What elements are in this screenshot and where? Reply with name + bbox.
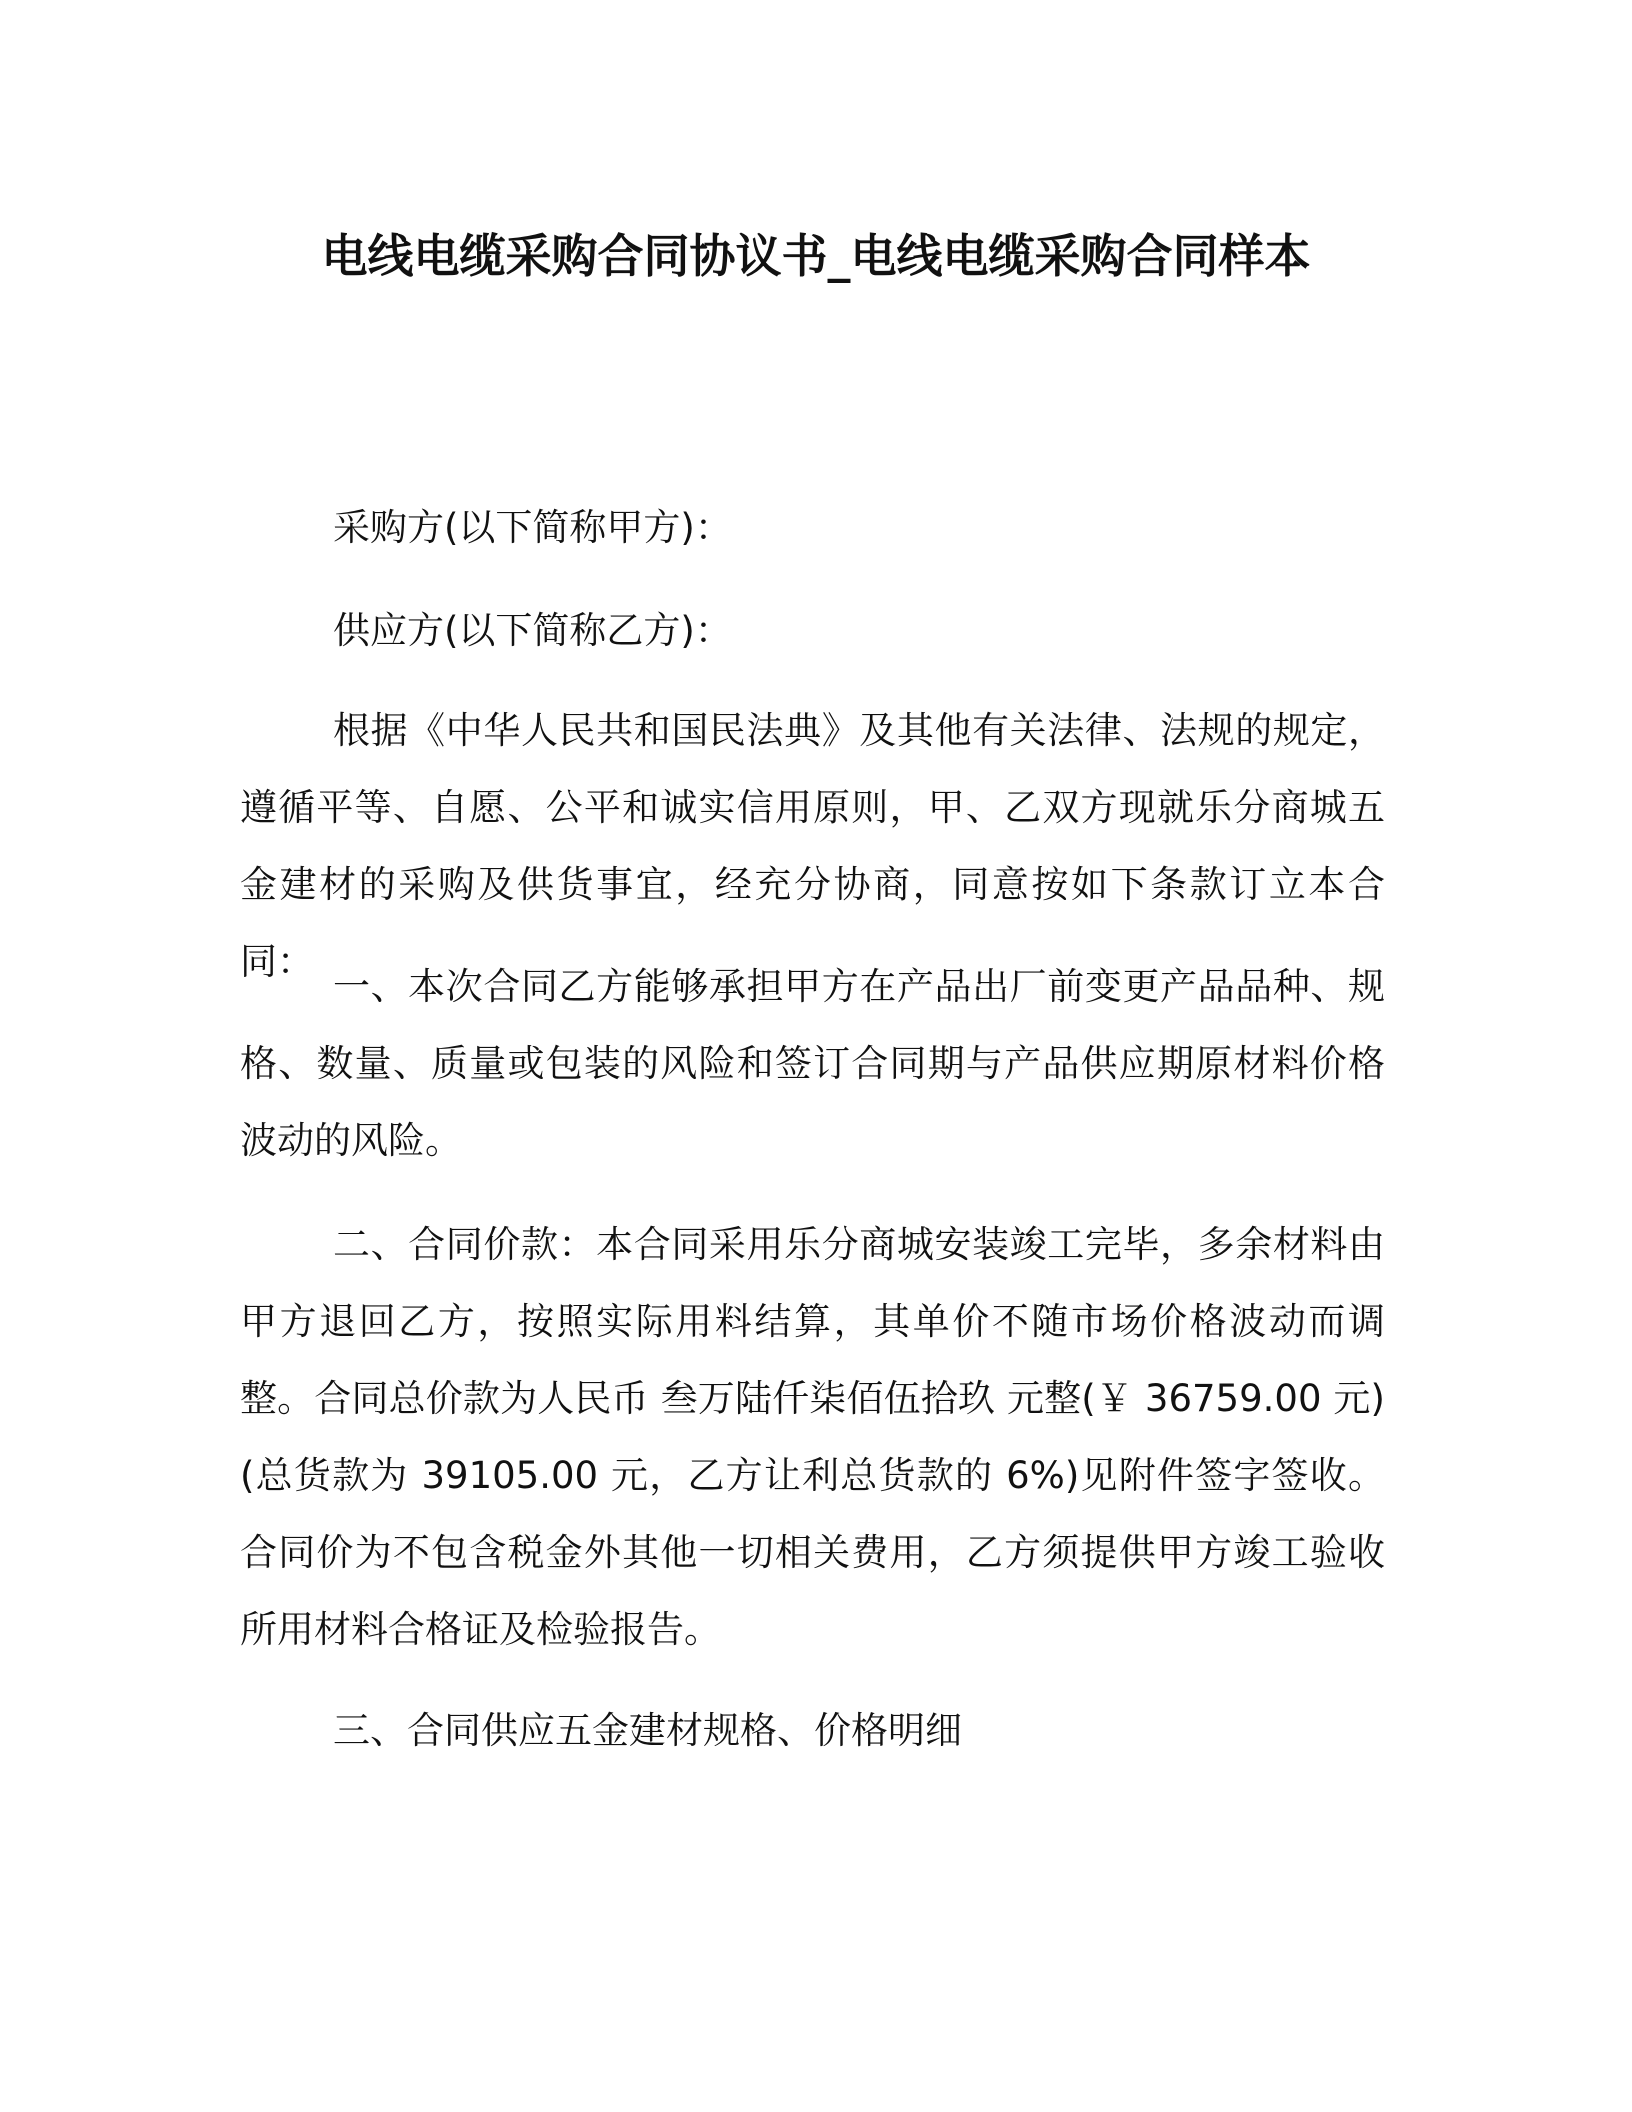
supplier-label: 供应方(以下简称乙方)： [333, 609, 732, 652]
clause-2-paragraph: 二、合同价款：本合同采用乐分商城安装竣工完毕，多余材料由甲方退回乙方，按照实际用料结算，其单价不随市场价格波动而调整。合同总价款为人民币 叁万陆仟柒佰伍拾玖 元整(￥ 36759.00 元)(总货款为 39105.00 元，乙方让利总货款的 6%)见附件签字签收。合同价为不包含税金外其他一切相关费用，乙方须提供甲方竣工验收所用材料合格证及检验报告。 [240, 1223, 1385, 1651]
buyer-label: 采购方(以下简称甲方)： [333, 506, 732, 549]
clause-3-heading: 三、合同供应五金建材规格、价格明细 [333, 1709, 962, 1752]
document-title: 电线电缆采购合同协议书_电线电缆采购合同样本 [321, 229, 1311, 283]
intro-paragraph: 根据《中华人民共和国民法典》及其他有关法律、法规的规定，遵循平等、自愿、公平和诚实信用原则，甲、乙双方现就乐分商城五金建材的采购及供货事宜，经充分协商，同意按如下条款订立本合同： [240, 709, 1385, 983]
clause-1-paragraph: 一、本次合同乙方能够承担甲方在产品出厂前变更产品品种、规格、数量、质量或包装的风险和签订合同期与产品供应期原材料价格波动的风险。 [240, 965, 1385, 1162]
